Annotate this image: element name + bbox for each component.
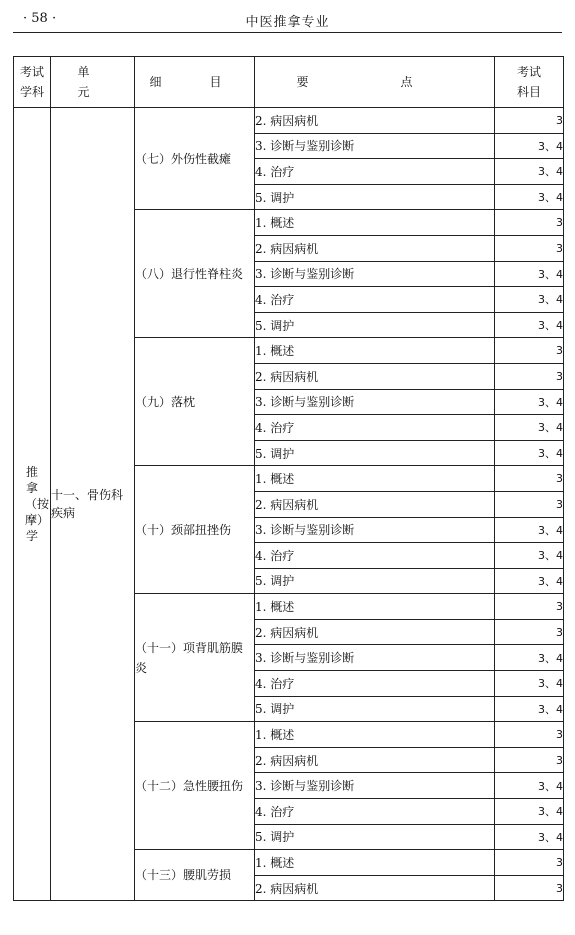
point-cell: 5. 调护	[255, 824, 495, 850]
point-cell: 4. 治疗	[255, 287, 495, 313]
point-cell: 1. 概述	[255, 338, 495, 364]
table-row	[14, 108, 564, 134]
subject-cell	[14, 108, 51, 901]
header-point: 要 点	[255, 57, 495, 108]
exam-subject-cell: 3、4	[495, 645, 564, 671]
point-cell: 4. 治疗	[255, 159, 495, 185]
item-cell: （八）退行性脊柱炎	[135, 210, 255, 338]
point-cell: 2. 病因病机	[255, 235, 495, 261]
exam-subject-cell: 3	[495, 747, 564, 773]
header-subject: 考试学科	[14, 57, 51, 108]
header-item: 细 目	[135, 57, 255, 108]
item-cell: （七）外伤性截瘫	[135, 108, 255, 210]
point-cell: 3. 诊断与鉴别诊断	[255, 389, 495, 415]
header-exam-subject: 考试科目	[495, 57, 564, 108]
syllabus-table	[13, 56, 564, 901]
exam-subject-cell: 3	[495, 108, 564, 134]
point-cell: 4. 治疗	[255, 543, 495, 569]
point-cell: 2. 病因病机	[255, 363, 495, 389]
exam-subject-cell: 3、4	[495, 389, 564, 415]
point-cell: 5. 调护	[255, 696, 495, 722]
point-cell: 2. 病因病机	[255, 875, 495, 901]
page-header	[13, 6, 562, 33]
point-cell: 5. 调护	[255, 440, 495, 466]
point-cell: 4. 治疗	[255, 671, 495, 697]
point-cell: 4. 治疗	[255, 799, 495, 825]
item-cell: （十三）腰肌劳损	[135, 850, 255, 901]
point-cell: 5. 调护	[255, 568, 495, 594]
exam-subject-cell: 3、4	[495, 824, 564, 850]
exam-subject-cell: 3、4	[495, 415, 564, 441]
point-cell: 1. 概述	[255, 722, 495, 748]
exam-subject-cell: 3、4	[495, 440, 564, 466]
point-cell: 3. 诊断与鉴别诊断	[255, 261, 495, 287]
exam-subject-cell: 3	[495, 235, 564, 261]
page-number: · 58 ·	[23, 11, 57, 26]
exam-subject-cell: 3、4	[495, 568, 564, 594]
exam-subject-cell: 3、4	[495, 543, 564, 569]
exam-subject-cell: 3	[495, 363, 564, 389]
exam-subject-cell: 3、4	[495, 184, 564, 210]
exam-subject-cell: 3	[495, 491, 564, 517]
exam-subject-cell: 3	[495, 466, 564, 492]
item-cell: （十二）急性腰扭伤	[135, 722, 255, 850]
point-cell: 4. 治疗	[255, 415, 495, 441]
item-cell: （九）落枕	[135, 338, 255, 466]
point-cell: 2. 病因病机	[255, 747, 495, 773]
point-cell: 3. 诊断与鉴别诊断	[255, 645, 495, 671]
exam-subject-cell: 3、4	[495, 312, 564, 338]
point-cell: 3. 诊断与鉴别诊断	[255, 517, 495, 543]
table-body	[14, 108, 564, 901]
point-cell: 2. 病因病机	[255, 108, 495, 134]
exam-subject-cell: 3	[495, 619, 564, 645]
exam-subject-cell: 3	[495, 875, 564, 901]
point-cell: 5. 调护	[255, 312, 495, 338]
exam-subject-cell: 3、4	[495, 159, 564, 185]
point-cell: 2. 病因病机	[255, 619, 495, 645]
exam-subject-cell: 3	[495, 850, 564, 876]
exam-subject-cell: 3、4	[495, 773, 564, 799]
point-cell: 3. 诊断与鉴别诊断	[255, 133, 495, 159]
point-cell: 2. 病因病机	[255, 491, 495, 517]
point-cell: 3. 诊断与鉴别诊断	[255, 773, 495, 799]
exam-subject-cell: 3、4	[495, 287, 564, 313]
table-header-row	[14, 57, 564, 108]
point-cell: 1. 概述	[255, 594, 495, 620]
exam-subject-cell: 3	[495, 338, 564, 364]
unit-cell: 十一、骨伤科疾病	[51, 108, 135, 901]
exam-subject-cell: 3、4	[495, 696, 564, 722]
subject-label: 推拿（按摩）学	[25, 465, 50, 544]
point-cell: 5. 调护	[255, 184, 495, 210]
exam-subject-cell: 3、4	[495, 133, 564, 159]
exam-subject-cell: 3	[495, 210, 564, 236]
exam-subject-cell: 3	[495, 594, 564, 620]
exam-subject-cell: 3	[495, 722, 564, 748]
header-unit: 单 元	[51, 57, 135, 108]
point-cell: 1. 概述	[255, 466, 495, 492]
point-cell: 1. 概述	[255, 210, 495, 236]
exam-subject-cell: 3、4	[495, 517, 564, 543]
running-title: 中医推拿专业	[245, 15, 330, 30]
item-cell: （十）颈部扭挫伤	[135, 466, 255, 594]
item-cell: （十一）项背肌筋膜炎	[135, 594, 255, 722]
exam-subject-cell: 3、4	[495, 799, 564, 825]
point-cell: 1. 概述	[255, 850, 495, 876]
exam-subject-cell: 3、4	[495, 671, 564, 697]
exam-subject-cell: 3、4	[495, 261, 564, 287]
